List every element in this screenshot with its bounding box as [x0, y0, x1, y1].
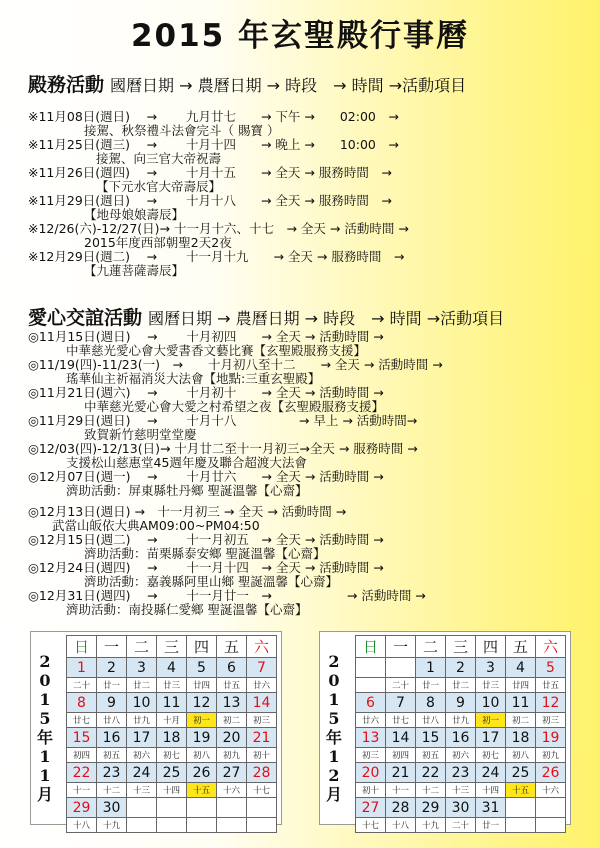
lunar-day: 廿六 — [356, 713, 386, 728]
lunar-day: 廿五 — [536, 678, 566, 693]
lunar-day: 十八 — [67, 818, 97, 833]
event-desc: 武當山皈依大典AM09:00~PM04:50 — [52, 518, 260, 533]
lunar-day — [506, 818, 536, 833]
calendar-day: 7 — [386, 693, 416, 713]
calendar-day: 18 — [506, 728, 536, 748]
weekday-header: 六 — [536, 636, 566, 658]
weekday-header: 二 — [416, 636, 446, 658]
calendar-day: 10 — [127, 693, 157, 713]
calendar-day: 23 — [446, 763, 476, 783]
event-line: ※11月08日(週日) → 九月廿七 → 下午 → 02:00 → — [28, 109, 399, 124]
calendar-november-label — [31, 632, 59, 824]
lunar-day: 廿六 — [247, 678, 277, 693]
weekday-header: 三 — [157, 636, 187, 658]
lunar-day: 廿三 — [157, 678, 187, 693]
calendar-day: 17 — [476, 728, 506, 748]
event-desc: 接駕、秋祭禮斗法會完斗（ 賜寶 ） — [84, 123, 280, 138]
section-temple-affairs-columns: 國曆日期 → 農曆日期 → 時段 → 時間 →活動項目 — [110, 76, 467, 95]
calendar-day: 26 — [187, 763, 217, 783]
calendar-day: 4 — [506, 658, 536, 678]
calendar-day: 11 — [506, 693, 536, 713]
calendar-day — [386, 658, 416, 678]
section-temple-affairs-title: 殿務活動 — [28, 74, 105, 96]
calendar-day: 3 — [127, 658, 157, 678]
calendar-november — [30, 631, 282, 831]
lunar-day: 十八 — [386, 818, 416, 833]
calendar-day: 26 — [536, 763, 566, 783]
calendar-day: 1 — [67, 658, 97, 678]
event-line: ◎12月13日(週日) → 十一月初三 → 全天 → 活動時間 → — [28, 504, 347, 519]
lunar-day: 十九 — [416, 818, 446, 833]
lunar-day — [536, 818, 566, 833]
event-line: ◎11/19(四)-11/23(一) → 十月初八至十二 → 全天 → 活動時間 → — [28, 357, 443, 372]
calendar-day: 5 — [187, 658, 217, 678]
calendar-day: 29 — [67, 798, 97, 818]
calendar-day: 15 — [67, 728, 97, 748]
event-desc: 致賀新竹慈明堂堂慶 — [84, 427, 197, 442]
event-desc: 【地母娘娘壽辰】 — [84, 207, 185, 222]
calendar-day: 24 — [476, 763, 506, 783]
lunar-day: 廿八 — [97, 713, 127, 728]
lunar-day: 廿三 — [476, 678, 506, 693]
event-desc: 濟助活動：屏東縣牡丹鄉 聖誕溫馨【心齋】 — [66, 483, 308, 498]
calendar-day: 14 — [247, 693, 277, 713]
calendar-day: 9 — [446, 693, 476, 713]
weekday-header: 三 — [446, 636, 476, 658]
calendar-day: 15 — [416, 728, 446, 748]
calendar-day: 4 — [157, 658, 187, 678]
calendar-day: 8 — [416, 693, 446, 713]
calendar-december-label — [320, 632, 348, 824]
calendar-day: 6 — [217, 658, 247, 678]
calendar-day: 3 — [476, 658, 506, 678]
event-desc: 【九蓮菩薩壽辰】 — [84, 263, 185, 278]
lunar-day: 廿一 — [416, 678, 446, 693]
weekday-header: 日 — [356, 636, 386, 658]
calendar-day: 17 — [127, 728, 157, 748]
label-char: 0 — [39, 671, 51, 690]
calendar-day: 6 — [356, 693, 386, 713]
calendar-day: 2 — [97, 658, 127, 678]
page-title: 2015 年玄聖殿行事曆 — [130, 18, 470, 54]
lunar-day: 十五 — [506, 783, 536, 798]
lunar-day: 十三 — [446, 783, 476, 798]
event-line: ◎11月15日(週日) → 十月初四 → 全天 → 活動時間 → — [28, 329, 384, 344]
lunar-day: 初八 — [187, 748, 217, 763]
calendar-day: 8 — [67, 693, 97, 713]
calendar-day: 25 — [157, 763, 187, 783]
lunar-day — [356, 678, 386, 693]
lunar-day: 初三 — [247, 713, 277, 728]
calendar-day: 2 — [446, 658, 476, 678]
lunar-day: 十月 — [157, 713, 187, 728]
event-line: ※12/26(六)-12/27(日)→ 十一月十六、十七 → 全天 → 活動時間 → — [28, 221, 409, 236]
event-line: ◎12/03(四)-12/13(日)→ 十月廿二至十一月初三→全天 → 服務時間 → — [28, 441, 418, 456]
lunar-day: 二十 — [446, 818, 476, 833]
calendar-day: 23 — [97, 763, 127, 783]
lunar-day: 廿二 — [446, 678, 476, 693]
lunar-day: 廿九 — [446, 713, 476, 728]
lunar-day: 初二 — [217, 713, 247, 728]
lunar-day: 初七 — [476, 748, 506, 763]
label-char: 1 — [328, 747, 340, 766]
calendar-day: 27 — [356, 798, 386, 818]
lunar-day: 廿四 — [187, 678, 217, 693]
section-charity-columns: 國曆日期 → 農曆日期 → 時段 → 時間 →活動項目 — [148, 309, 505, 328]
weekday-header: 一 — [97, 636, 127, 658]
calendar-day: 31 — [476, 798, 506, 818]
lunar-day — [187, 818, 217, 833]
calendar-day — [157, 798, 187, 818]
lunar-day: 初四 — [386, 748, 416, 763]
weekday-header: 日 — [67, 636, 97, 658]
event-line: ◎12月31日(週四) → 十一月廿一 → → 活動時間 → — [28, 588, 426, 603]
lunar-day: 廿九 — [127, 713, 157, 728]
calendar-day: 5 — [536, 658, 566, 678]
weekday-header: 二 — [127, 636, 157, 658]
calendar-december — [319, 631, 571, 831]
calendar-day: 12 — [536, 693, 566, 713]
section-charity-header — [28, 303, 504, 330]
event-line: ※12月29日(週二) → 十一月十九 → 全天 → 服務時間 → — [28, 249, 405, 264]
lunar-day: 初三 — [356, 748, 386, 763]
lunar-day: 十九 — [97, 818, 127, 833]
lunar-day: 初五 — [97, 748, 127, 763]
event-desc: 2015年度西部朝聖2天2夜 — [84, 235, 232, 250]
calendar-day — [247, 798, 277, 818]
event-desc: 瑤華仙主祈福消災大法會【地點:三重玄聖殿】 — [66, 371, 321, 386]
lunar-day: 初六 — [127, 748, 157, 763]
calendar-day: 20 — [217, 728, 247, 748]
calendar-day: 30 — [97, 798, 127, 818]
lunar-day: 十二 — [416, 783, 446, 798]
calendar-day: 18 — [157, 728, 187, 748]
calendar-day: 11 — [157, 693, 187, 713]
label-char: 0 — [328, 671, 340, 690]
label-char: 1 — [328, 690, 340, 709]
calendar-day: 24 — [127, 763, 157, 783]
event-desc: 【下元水官大帝壽辰】 — [96, 179, 222, 194]
calendar-day — [187, 798, 217, 818]
calendar-day: 16 — [446, 728, 476, 748]
event-line: ◎12月24日(週四) → 十一月十四 → 全天 → 活動時間 → — [28, 560, 384, 575]
calendar-day: 29 — [416, 798, 446, 818]
label-char: 5 — [328, 709, 340, 728]
label-char: 年 — [36, 728, 53, 747]
event-desc: 濟助活動：苗栗縣泰安鄉 聖誕溫馨【心齋】 — [84, 546, 326, 561]
lunar-day: 十六 — [536, 783, 566, 798]
event-desc: 中華慈光愛心會大愛之村希望之夜【玄聖殿服務支援】 — [84, 399, 385, 414]
calendar-day: 1 — [416, 658, 446, 678]
calendar-day — [356, 658, 386, 678]
lunar-day: 初四 — [67, 748, 97, 763]
calendar-day: 22 — [67, 763, 97, 783]
event-line: ※11月29日(週日) → 十月十八 → 全天 → 服務時間 → — [28, 193, 392, 208]
lunar-day: 二十 — [386, 678, 416, 693]
lunar-day: 初六 — [446, 748, 476, 763]
lunar-day: 初一 — [187, 713, 217, 728]
weekday-header: 五 — [217, 636, 247, 658]
lunar-day — [217, 818, 247, 833]
label-char: 年 — [325, 728, 342, 747]
event-line: ※11月25日(週三) → 十月十四 → 晚上 → 10:00 → — [28, 137, 399, 152]
calendar-day: 25 — [506, 763, 536, 783]
lunar-day: 十五 — [187, 783, 217, 798]
calendar-day: 13 — [356, 728, 386, 748]
lunar-day: 初八 — [506, 748, 536, 763]
calendar-day: 16 — [97, 728, 127, 748]
calendar-day — [217, 798, 247, 818]
section-temple-affairs-header — [28, 70, 466, 97]
lunar-day: 廿七 — [386, 713, 416, 728]
lunar-day: 十一 — [67, 783, 97, 798]
calendar-day: 7 — [247, 658, 277, 678]
lunar-day: 二十 — [67, 678, 97, 693]
lunar-day: 廿五 — [217, 678, 247, 693]
label-char: 2 — [328, 766, 340, 785]
lunar-day: 十二 — [97, 783, 127, 798]
lunar-day: 初十 — [356, 783, 386, 798]
lunar-day: 廿一 — [476, 818, 506, 833]
calendar-day: 28 — [247, 763, 277, 783]
lunar-day: 廿七 — [67, 713, 97, 728]
calendar-day: 19 — [187, 728, 217, 748]
lunar-day: 初十 — [247, 748, 277, 763]
label-char: 月 — [36, 785, 53, 804]
calendar-day: 12 — [187, 693, 217, 713]
label-char: 1 — [39, 690, 51, 709]
label-char: 1 — [39, 766, 51, 785]
weekday-header: 四 — [476, 636, 506, 658]
calendar-day: 30 — [446, 798, 476, 818]
calendar-day — [506, 798, 536, 818]
label-char: 2 — [328, 652, 340, 671]
lunar-day: 十七 — [356, 818, 386, 833]
calendar-day — [536, 798, 566, 818]
event-line: ◎11月21日(週六) → 十月初十 → 全天 → 活動時間 → — [28, 385, 384, 400]
event-line: ※11月26日(週四) → 十月十五 → 全天 → 服務時間 → — [28, 165, 392, 180]
lunar-day: 十一 — [386, 783, 416, 798]
event-desc: 濟助活動：南投縣仁愛鄉 聖誕溫馨【心齋】 — [66, 602, 308, 617]
event-line: ◎12月07日(週一) → 十月廿六 → 全天 → 活動時間 → — [28, 469, 384, 484]
calendar-day — [127, 798, 157, 818]
lunar-day: 十七 — [247, 783, 277, 798]
calendar-day: 9 — [97, 693, 127, 713]
calendar-day: 20 — [356, 763, 386, 783]
lunar-day — [157, 818, 187, 833]
label-char: 1 — [39, 747, 51, 766]
weekday-header: 一 — [386, 636, 416, 658]
lunar-day: 廿一 — [97, 678, 127, 693]
weekday-header: 四 — [187, 636, 217, 658]
lunar-day: 十六 — [217, 783, 247, 798]
event-desc: 濟助活動：嘉義縣阿里山鄉 聖誕溫馨【心齋】 — [84, 574, 338, 589]
lunar-day: 十四 — [476, 783, 506, 798]
lunar-day: 初九 — [217, 748, 247, 763]
lunar-day: 初七 — [157, 748, 187, 763]
lunar-day: 廿二 — [127, 678, 157, 693]
label-char: 月 — [325, 785, 342, 804]
event-line: ◎12月15日(週二) → 十一月初五 → 全天 → 活動時間 → — [28, 532, 384, 547]
section-charity-title: 愛心交誼活動 — [28, 307, 143, 329]
lunar-day: 廿四 — [506, 678, 536, 693]
lunar-day: 十四 — [157, 783, 187, 798]
lunar-day: 初五 — [416, 748, 446, 763]
event-desc: 支援松山慈惠堂45週年慶及聯合超渡大法會 — [66, 455, 307, 470]
lunar-day: 初二 — [506, 713, 536, 728]
label-char: 5 — [39, 709, 51, 728]
lunar-day: 十三 — [127, 783, 157, 798]
calendar-day: 10 — [476, 693, 506, 713]
calendar-day: 13 — [217, 693, 247, 713]
event-desc: 接駕、向三官大帝祝壽 — [96, 151, 222, 166]
calendar-day: 21 — [386, 763, 416, 783]
calendar-day: 27 — [217, 763, 247, 783]
label-char: 2 — [39, 652, 51, 671]
lunar-day: 初九 — [536, 748, 566, 763]
lunar-day — [247, 818, 277, 833]
event-line: ◎11月29日(週日) → 十月十八 → 早上 → 活動時間→ — [28, 413, 418, 428]
event-desc: 中華慈光愛心會大愛書香文藝比賽【玄聖殿服務支援】 — [66, 343, 367, 358]
lunar-day — [127, 818, 157, 833]
calendar-november-grid — [66, 635, 277, 833]
calendar-december-grid — [355, 635, 566, 833]
weekday-header: 五 — [506, 636, 536, 658]
weekday-header: 六 — [247, 636, 277, 658]
lunar-day: 初一 — [476, 713, 506, 728]
calendar-day: 28 — [386, 798, 416, 818]
lunar-day: 初三 — [536, 713, 566, 728]
calendar-day: 19 — [536, 728, 566, 748]
calendar-day: 14 — [386, 728, 416, 748]
calendar-day: 22 — [416, 763, 446, 783]
calendar-day: 21 — [247, 728, 277, 748]
lunar-day: 廿八 — [416, 713, 446, 728]
